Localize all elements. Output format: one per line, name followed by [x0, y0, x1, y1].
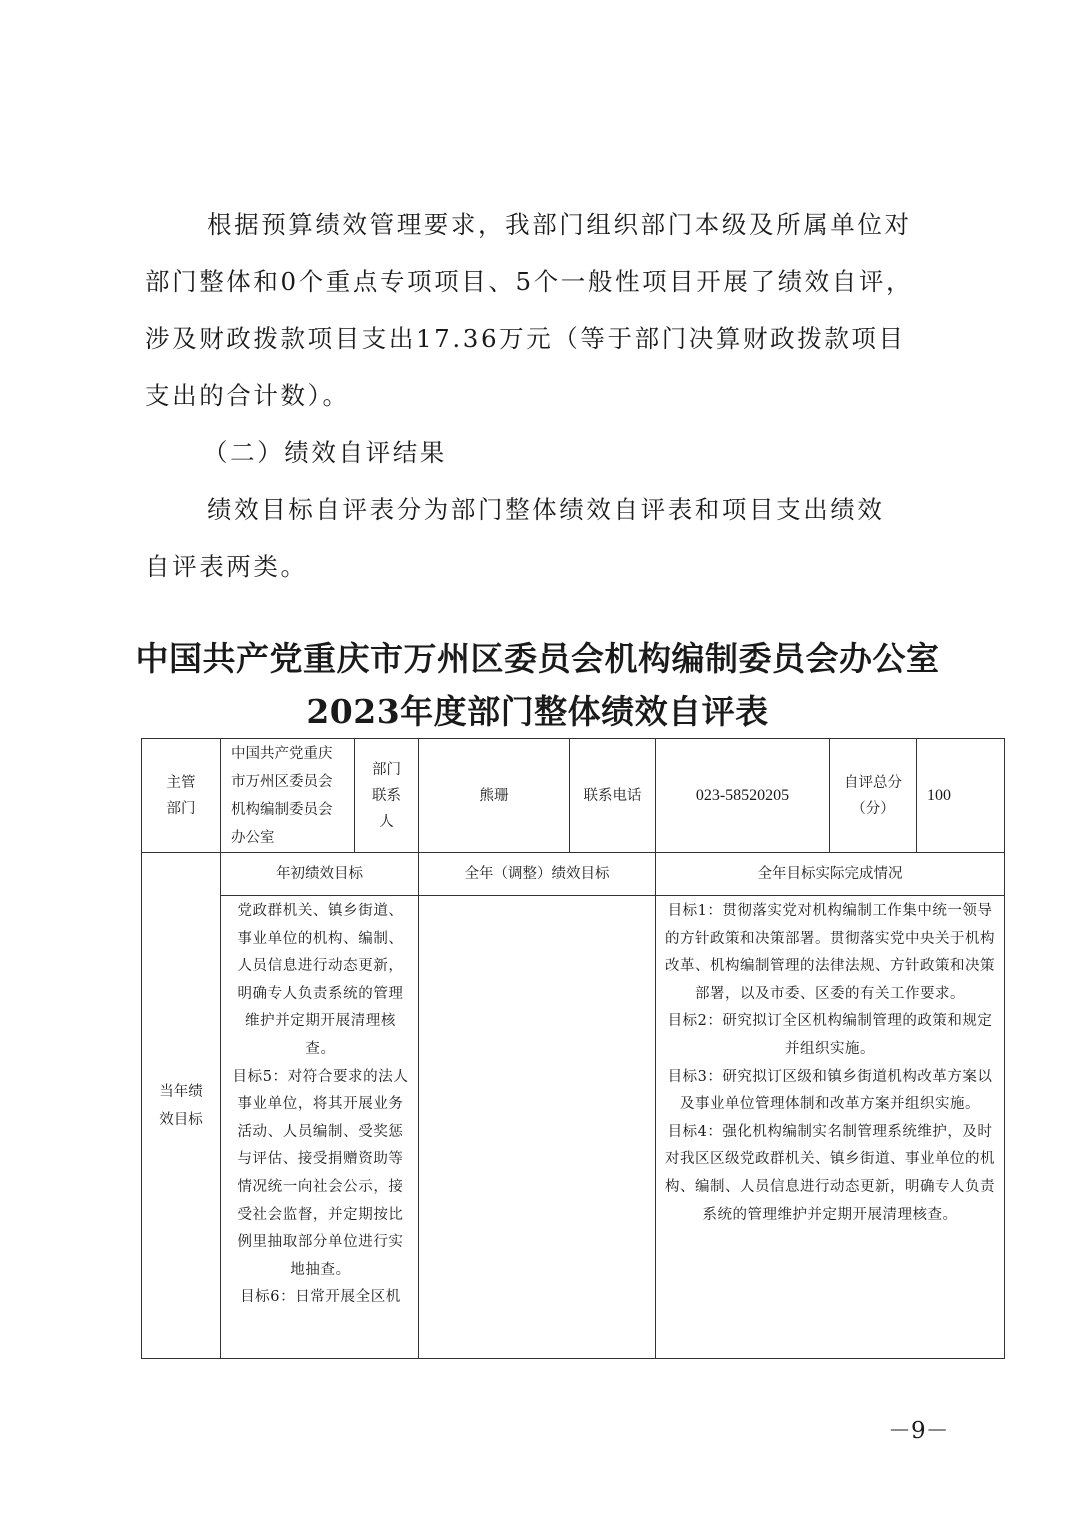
initial-goal-text: 目标5：对符合要求的法人事业单位，将其开展业务活动、人员编制、受奖惩与评估、接受捐赠资助等情况统一向社会公示，接受社会监督，并定期按比例里抽取部分单位进行实地抽查。 [232, 1068, 409, 1278]
initial-goal-text: 目标6：日常开展全区机 [240, 1289, 401, 1306]
paragraph-line: 支出的合计数）。 [145, 381, 350, 410]
body-paragraph-2 [145, 491, 945, 581]
paragraph-line: 根据预算绩效管理要求，我部门组织部门本级及所属单位对 [207, 210, 912, 239]
table-title-line-1: 中国共产党重庆市万州区委员会机构编制委员会办公室 [135, 639, 940, 678]
page-number: －9－ [888, 1418, 949, 1444]
paragraph-line: 自评表两类。 [145, 552, 308, 581]
table-row [142, 896, 1005, 1359]
actual-item-text: 目标2：研究拟订全区机构编制管理的政策和规定并组织实施。 [667, 1013, 993, 1057]
dept-value: 中国共产党重庆市万州区委员会机构编制委员会办公室 [221, 739, 355, 853]
paragraph-line: 涉及财政拨款项目支出17.36万元（等于部门决算财政拨款项目 [145, 324, 906, 353]
dept-label: 主管部门 [142, 739, 221, 853]
paragraph-line: 部门整体和0个重点专项项目、5个一般性项目开展了绩效自评， [145, 267, 914, 296]
performance-table [141, 738, 1005, 1359]
section-heading [145, 434, 945, 470]
header-initial-goals: 年初绩效目标 [221, 853, 419, 896]
paragraph-line: 绩效目标自评表分为部门整体绩效自评表和项目支出绩效 [207, 495, 885, 524]
table-title-line-2: 2023年度部门整体绩效自评表 [306, 692, 769, 731]
contact-label: 部门联系人 [355, 739, 419, 853]
header-actual-completion: 全年目标实际完成情况 [656, 853, 1005, 896]
score-value: 100 [917, 739, 1005, 853]
table-header-row [142, 853, 1005, 896]
contact-value: 熊珊 [419, 739, 570, 853]
header-adjusted-goals: 全年（调整）绩效目标 [419, 853, 656, 896]
initial-goals-cell [221, 896, 419, 1359]
actual-completion-cell [656, 896, 1005, 1359]
phone-label: 联系电话 [570, 739, 656, 853]
initial-goal-text: 党政群机关、镇乡街道、事业单位的机构、编制、人员信息进行动态更新，明确专人负责系统的管理维护并定期开展清理核查。 [237, 903, 404, 1057]
phone-value: 023-58520205 [656, 739, 830, 853]
actual-item-text: 目标4：强化机构编制实名制管理系统维护，及时对我区区级党政群机关、镇乡街道、事业单位的机构、编制、人员信息进行动态更新，明确专人负责系统的管理维护并定期开展清理核查。 [665, 1123, 995, 1223]
score-label: 自评总分（分） [830, 739, 917, 853]
actual-item-text: 目标3：研究拟订区级和镇乡街道机构改革方案以及事业单位管理体制和改革方案并组织实施。 [667, 1068, 993, 1113]
body-paragraph-1 [145, 206, 945, 410]
adjusted-goals-cell [419, 896, 656, 1359]
row-label: 当年绩效目标 [142, 853, 221, 1359]
section-heading-text: （二）绩效自评结果 [203, 438, 447, 467]
table-row [142, 739, 1005, 853]
actual-item-text: 目标1：贯彻落实党对机构编制工作集中统一领导的方针政策和决策部署。贯彻落实党中央关于机构改革、机构编制管理的法律法规、方针政策和决策部署，以及市委、区委的有关工作要求。 [665, 903, 995, 1002]
